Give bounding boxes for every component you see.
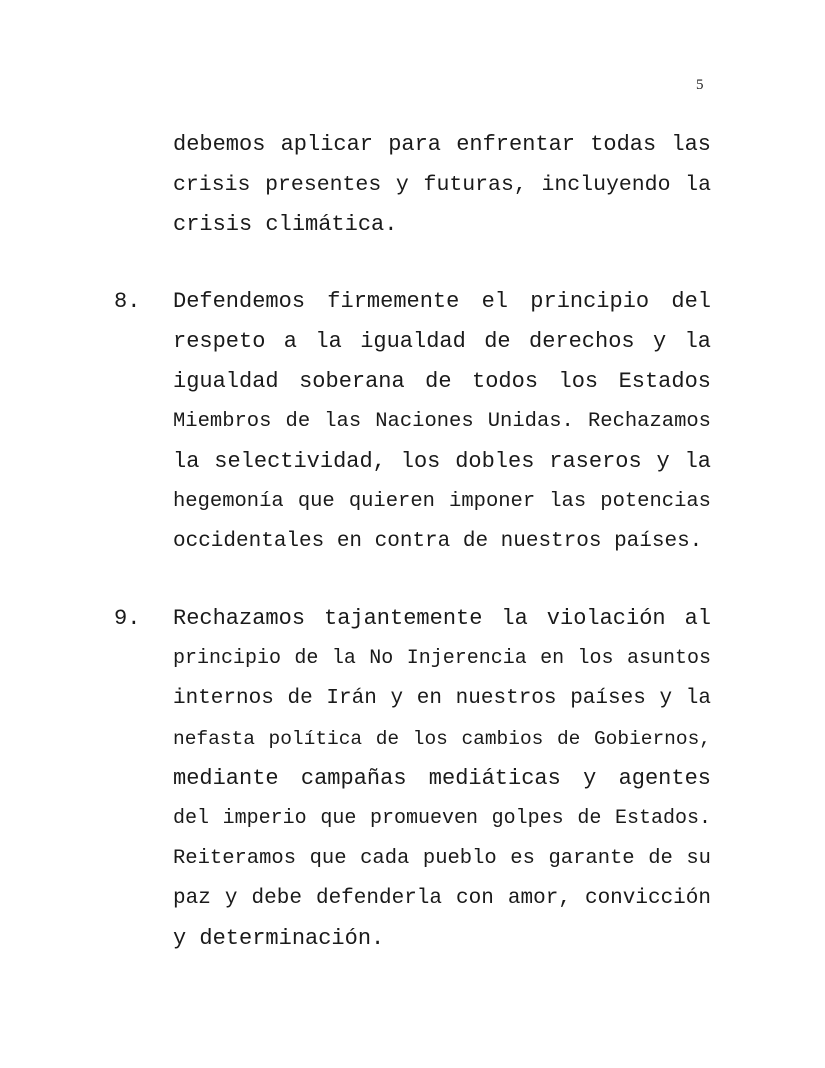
- paragraph-line: occidentales en contra de nuestros países.: [173, 530, 703, 553]
- paragraph-line: la selectividad, los dobles raseros y la: [173, 449, 711, 474]
- page-number: 5: [696, 77, 704, 93]
- paragraph-line: paz y debe defenderla con amor, convicción: [173, 887, 711, 910]
- paragraph-line: crisis presentes y futuras, incluyendo la: [173, 173, 711, 197]
- paragraph-line: principio de la No Injerencia en los asuntos: [173, 647, 711, 670]
- paragraph-line: Miembros de las Naciones Unidas. Rechazamos: [173, 410, 711, 433]
- item-number: 9.: [114, 606, 141, 631]
- paragraph-line: y determinación.: [173, 926, 385, 951]
- paragraph-line: internos de Irán y en nuestros países y la: [173, 687, 711, 710]
- paragraph-line: crisis climática.: [173, 212, 398, 237]
- paragraph-line: nefasta política de los cambios de Gobiernos,: [173, 728, 711, 750]
- paragraph-line: Defendemos firmemente el principio del: [173, 289, 711, 314]
- paragraph-line: mediante campañas mediáticas y agentes: [173, 766, 711, 791]
- paragraph-line: Rechazamos tajantemente la violación al: [173, 606, 711, 631]
- paragraph-line: respeto a la igualdad de derechos y la: [173, 329, 711, 354]
- paragraph-line: igualdad soberana de todos los Estados: [173, 369, 711, 394]
- paragraph-line: Reiteramos que cada pueblo es garante de su: [173, 847, 711, 870]
- item-number: 8.: [114, 289, 141, 314]
- paragraph-line: debemos aplicar para enfrentar todas las: [173, 132, 711, 157]
- paragraph-line: del imperio que promueven golpes de Estados.: [173, 807, 711, 830]
- paragraph-line: hegemonía que quieren imponer las potencias: [173, 490, 711, 513]
